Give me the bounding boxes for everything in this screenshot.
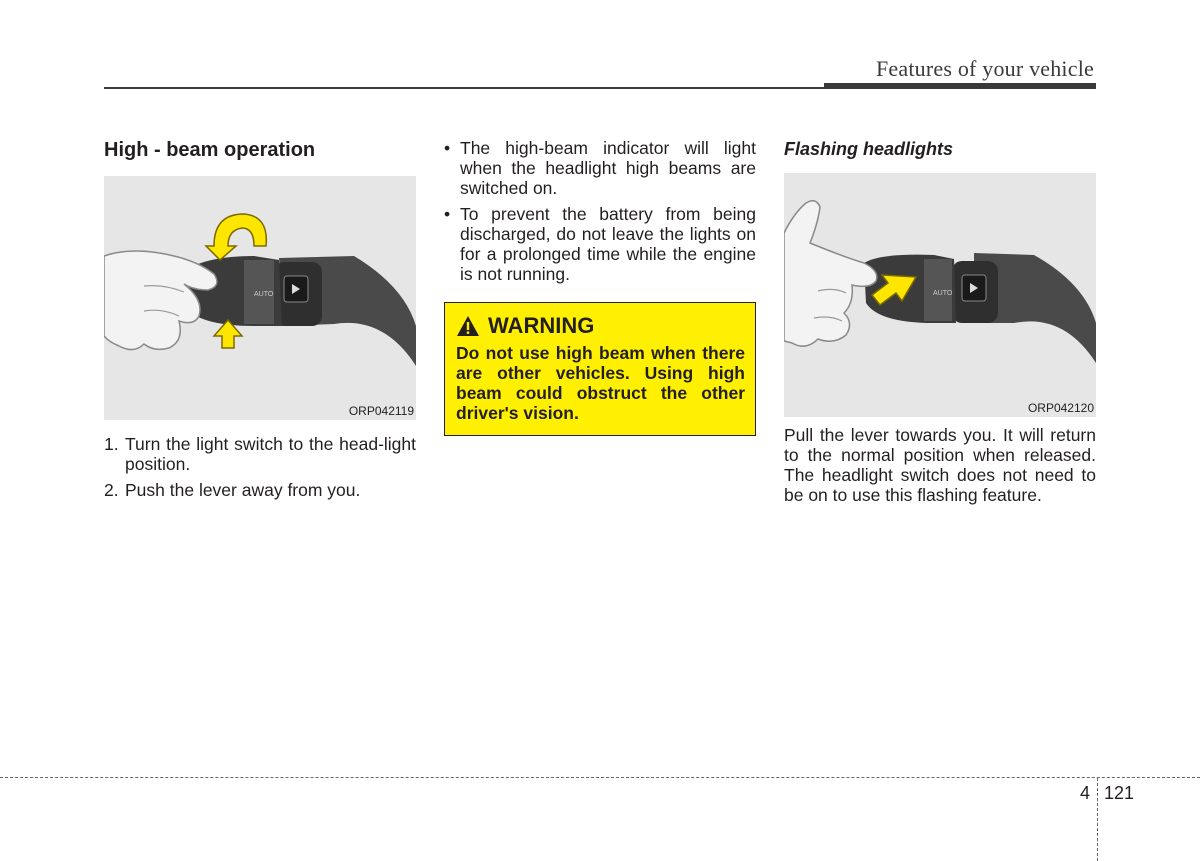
sub-heading-flashing: Flashing headlights	[784, 139, 954, 159]
bullet-list	[444, 138, 756, 284]
chapter-number: 4	[1080, 783, 1091, 803]
figure-flashing	[784, 173, 1096, 417]
step-text: Turn the light switch to the head-light position.	[125, 434, 416, 474]
column-high-beam	[104, 138, 416, 506]
figure-code: ORP042120	[1027, 401, 1094, 415]
figure-high-beam	[104, 176, 416, 420]
svg-text:AUTO: AUTO	[933, 290, 953, 297]
list-item: • The high-beam indicator will light when the headlight high beams are switched on.	[444, 138, 756, 198]
warning-box	[444, 302, 756, 436]
warning-header	[456, 313, 745, 339]
flashing-description: Pull the lever towards you. It will return to the normal position when released. The headlight switch does not need to be on to use this flashing feature.	[784, 425, 1096, 505]
list-item	[104, 480, 416, 500]
figure-code: ORP042119	[348, 404, 414, 418]
page-header-title: Features of your vehicle	[875, 56, 1094, 81]
footer-divider	[1097, 778, 1098, 861]
column-flashing	[784, 138, 1096, 505]
warning-title: WARNING	[488, 313, 595, 338]
lever-push-illustration	[104, 176, 416, 420]
step-number: 2.	[104, 480, 119, 500]
list-item: • To prevent the battery from being discharged, do not leave the lights on for a prolonged time while the engine is not running.	[444, 204, 756, 284]
warning-triangle-icon	[456, 315, 480, 337]
svg-text:AUTO: AUTO	[254, 291, 274, 298]
list-item	[104, 434, 416, 474]
column-notes	[444, 138, 756, 436]
warning-text: Do not use high beam when there are other vehicles. Using high beam could obstruct the other driver's vision.	[456, 343, 745, 423]
lever-pull-illustration	[784, 173, 1096, 417]
step-number: 1.	[104, 434, 119, 454]
step-text: Push the lever away from you.	[125, 480, 361, 500]
footer-rule	[0, 777, 1200, 778]
steps-list	[104, 434, 416, 500]
section-heading-high-beam: High - beam operation	[104, 139, 316, 161]
header-rule-accent	[824, 83, 1096, 89]
page-number: 121	[1104, 783, 1135, 803]
